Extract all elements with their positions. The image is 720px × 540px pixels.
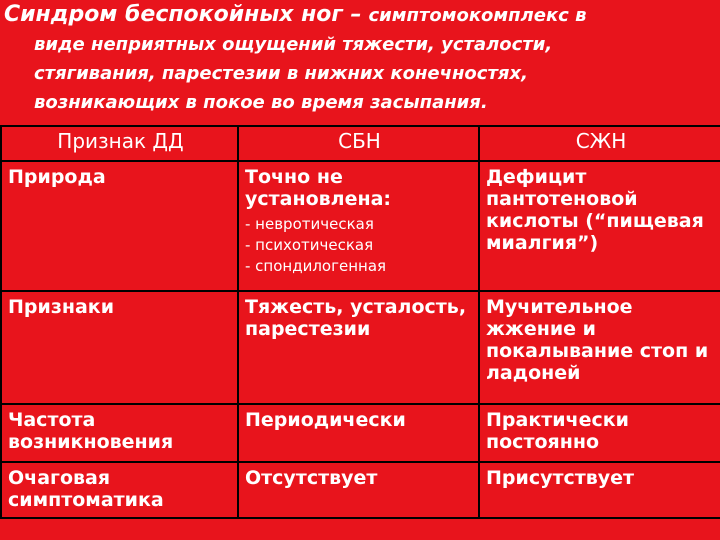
title-rest: симптомокомплекс в bbox=[368, 5, 587, 26]
szhn-value: Присутствует bbox=[479, 462, 720, 518]
list-item: - психотическая bbox=[245, 236, 374, 254]
sbn-sublist bbox=[245, 214, 474, 277]
row-label: Природа bbox=[1, 161, 238, 291]
header-feature: Признак ДД bbox=[1, 126, 238, 161]
list-item: - невротическая bbox=[245, 215, 374, 233]
table-row bbox=[1, 161, 720, 291]
row-label: Частота возникновения bbox=[1, 404, 238, 462]
title-line-2: стягивания, парестезии в нижних конечностях, bbox=[34, 63, 528, 84]
header-szhn: СЖН bbox=[479, 126, 720, 161]
table-row bbox=[1, 462, 720, 518]
title-line-3: возникающих в покое во время засыпания. bbox=[34, 92, 488, 113]
szhn-value: Мучительное жжение и покалывание стоп и ладоней bbox=[479, 291, 720, 404]
header-sbn: СБН bbox=[238, 126, 479, 161]
list-item: - спондилогенная bbox=[245, 257, 387, 275]
row-label: Очаговая симптоматика bbox=[1, 462, 238, 518]
table-row bbox=[1, 291, 720, 404]
szhn-value: Дефицит пантотеновой кислоты (“пищевая миалгия”) bbox=[479, 161, 720, 291]
sbn-cell bbox=[238, 161, 479, 291]
szhn-value: Практически постоянно bbox=[479, 404, 720, 462]
comparison-table bbox=[0, 125, 720, 519]
sbn-value: Тяжесть, усталость, парестезии bbox=[238, 291, 479, 404]
sbn-value: Точно не установлена: bbox=[245, 166, 392, 210]
row-label: Признаки bbox=[1, 291, 238, 404]
sbn-value: Отсутствует bbox=[238, 462, 479, 518]
sbn-value: Периодически bbox=[238, 404, 479, 462]
title-lead: Синдром беспокойных ног – bbox=[4, 2, 362, 27]
table-header-row bbox=[1, 126, 720, 161]
title-line-1: виде неприятных ощущений тяжести, усталости, bbox=[34, 34, 553, 55]
table-row bbox=[1, 404, 720, 462]
slide-title bbox=[4, 0, 716, 117]
